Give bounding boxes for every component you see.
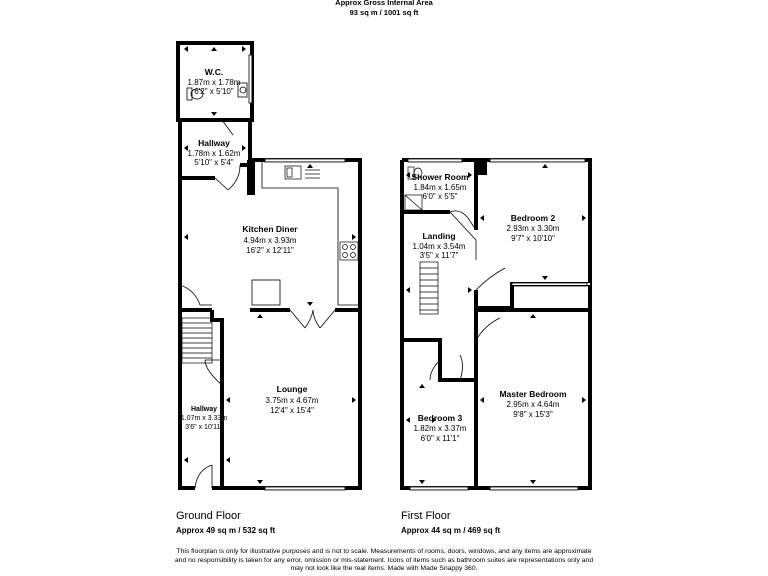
door — [476, 318, 500, 340]
door — [215, 165, 240, 190]
room-imperial-hallway-upper: 5'10" x 5'4" — [194, 158, 234, 167]
door — [460, 355, 463, 380]
room-imperial-bedroom3: 6'0" x 11'1" — [420, 434, 460, 443]
door — [205, 360, 222, 385]
room-metric-lounge: 3.75m x 4.67m — [265, 396, 319, 405]
bedroom2-walls — [476, 284, 590, 308]
room-name-lounge: Lounge — [276, 384, 308, 394]
double-door — [290, 310, 335, 328]
floor-name-first: First Floor — [401, 510, 451, 522]
room-metric-hallway-upper: 1.78m x 1.62m — [187, 149, 241, 158]
cupboard — [252, 280, 280, 305]
staircase — [420, 262, 438, 314]
room-metric-shower-room: 1.84m x 1.65m — [413, 183, 467, 192]
room-metric-hallway-lower: 1.07m x 3.33m — [180, 415, 228, 422]
disclaimer-line: and no responsibility is taken for any error, omission or mis-statement. Icons of items such as bathroom suites are representations only and — [174, 556, 594, 564]
room-name-kitchen-diner: Kitchen Diner — [242, 224, 298, 234]
door — [450, 211, 476, 230]
front-door — [195, 465, 212, 488]
shower-tray-icon — [405, 195, 422, 210]
room-imperial-landing: 3'5" x 11'7" — [419, 251, 459, 260]
room-name-wc: W.C. — [204, 67, 224, 77]
room-imperial-kitchen-diner: 16'2" x 12'11" — [246, 246, 294, 255]
room-name-hallway-lower: Hallway — [190, 406, 218, 413]
room-imperial-bedroom2: 9'7" x 10'10" — [511, 234, 555, 243]
room-name-bedroom3: Bedroom 3 — [417, 413, 463, 423]
floor-area-ground: Approx 49 sq m / 532 sq ft — [176, 526, 276, 535]
door — [476, 268, 505, 290]
room-imperial-wc: 6'2" x 5'10" — [194, 87, 234, 96]
room-name-master-bedroom: Master Bedroom — [499, 389, 567, 399]
door — [180, 285, 212, 305]
room-metric-landing: 1.04m x 3.54m — [412, 242, 466, 251]
door — [222, 120, 238, 135]
floor-name-ground: Ground Floor — [176, 510, 241, 522]
plan-title: Approx Gross Internal Area — [335, 0, 433, 7]
total-area: 93 sq m / 1001 sq ft — [349, 8, 419, 17]
hob-icon — [340, 242, 358, 260]
ground-floor-plan — [178, 43, 360, 490]
room-metric-bedroom3: 1.82m x 3.37m — [413, 424, 467, 433]
disclaimer-line: may not look like the real items. Made with Made Snappy 360. — [290, 565, 478, 573]
room-imperial-lounge: 12'4" x 15'4" — [270, 406, 314, 415]
floor-area-first: Approx 44 sq m / 469 sq ft — [401, 526, 501, 535]
room-imperial-shower-room: 6'0" x 5'5" — [422, 192, 458, 201]
room-name-hallway-upper: Hallway — [198, 138, 230, 148]
room-name-bedroom2: Bedroom 2 — [510, 213, 556, 223]
staircase — [182, 318, 212, 363]
room-name-landing: Landing — [422, 231, 456, 241]
disclaimer — [130, 548, 638, 574]
wall-column — [247, 160, 255, 195]
room-imperial-master-bedroom: 9'8" x 15'3" — [513, 410, 553, 419]
room-metric-bedroom2: 2.93m x 3.30m — [506, 224, 560, 233]
room-metric-wc: 1.87m x 1.78m — [187, 78, 241, 87]
room-name-shower-room: Shower Room — [411, 172, 469, 182]
room-imperial-hallway-lower: 3'6" x 10'11" — [185, 424, 223, 431]
kitchen-diner-walls — [240, 160, 360, 310]
room-metric-master-bedroom: 2.95m x 4.64m — [506, 400, 560, 409]
room-metric-kitchen-diner: 4.94m x 3.93m — [243, 236, 297, 245]
disclaimer-line: This floorplan is only for illustrative purposes and is not to scale. Measurements of rooms, doors, windows, and any items are approximate — [176, 548, 592, 555]
sink-icon — [285, 166, 320, 179]
